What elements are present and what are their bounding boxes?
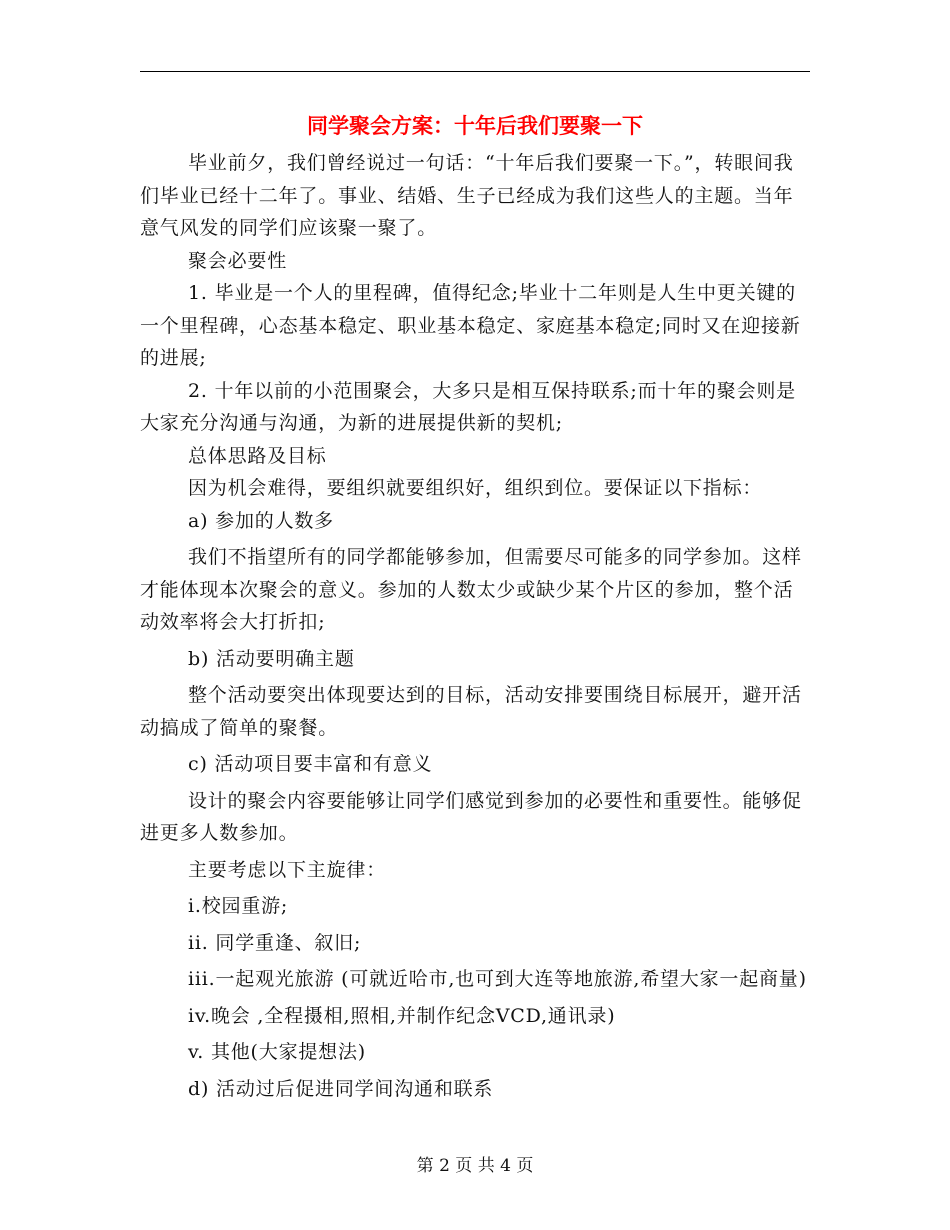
- theme-i: i.校园重游;: [188, 895, 289, 917]
- heading-goals: 总体思路及目标: [188, 444, 327, 467]
- item-d: d) 活动过后促进同学间沟通和联系: [188, 1077, 494, 1100]
- paragraph-point-2: 2. 十年以前的小范围聚会，大多只是相互保持联系;而十年的聚会则是大家充分沟通与沟通，为新的进展提供新的契机;: [140, 379, 796, 434]
- paragraph-point-1: 1. 毕业是一个人的里程碑，值得纪念;毕业十二年则是人生中更关键的一个里程碑，心态基本稳定、职业基本稳定、家庭基本稳定;同时又在迎接新的进展;: [140, 282, 801, 369]
- theme-v: v. 其他(大家提想法): [188, 1041, 366, 1063]
- paragraph-b: 整个活动要突出体现要达到的目标，活动安排要围绕目标展开，避开活动搞成了简单的聚餐。: [140, 684, 802, 739]
- item-b: b) 活动要明确主题: [188, 647, 355, 670]
- paragraph-c: 设计的聚会内容要能够让同学们感觉到参加的必要性和重要性。能够促进更多人数参加。: [140, 789, 802, 844]
- header-rule: [140, 71, 810, 72]
- document-title: 同学聚会方案：十年后我们要聚一下: [307, 114, 643, 138]
- paragraph-a: 我们不指望所有的同学都能够参加，但需要尽可能多的同学参加。这样才能体现本次聚会的意义。参加的人数太少或缺少某个片区的参加，整个活动效率将会大打折扣;: [140, 546, 802, 633]
- paragraph-themes-intro: 主要考虑以下主旋律：: [188, 858, 387, 881]
- document-body: [140, 147, 810, 1105]
- page-number: 第 2 页 共 4 页: [416, 1156, 534, 1176]
- theme-iv: iv.晚会 ,全程摄相,照相,并制作纪念VCD,通讯录): [188, 1004, 616, 1027]
- theme-iii: iii.一起观光旅游 (可就近哈市,也可到大连等地旅游,希望大家一起商量): [188, 968, 807, 990]
- item-a: a) 参加的人数多: [188, 509, 334, 532]
- item-c: c) 活动项目要丰富和有意义: [188, 753, 433, 775]
- paragraph-intro: 毕业前夕，我们曾经说过一句话：“十年后我们要聚一下。”，转眼间我们毕业已经十二年了。事业、结婚、生子已经成为我们这些人的主题。当年意气风发的同学们应该聚一聚了。: [140, 152, 794, 239]
- heading-necessity: 聚会必要性: [188, 249, 288, 272]
- theme-ii: ii. 同学重逢、叙旧;: [188, 931, 362, 954]
- paragraph-goals-intro: 因为机会难得，要组织就要组织好，组织到位。要保证以下指标：: [188, 477, 763, 499]
